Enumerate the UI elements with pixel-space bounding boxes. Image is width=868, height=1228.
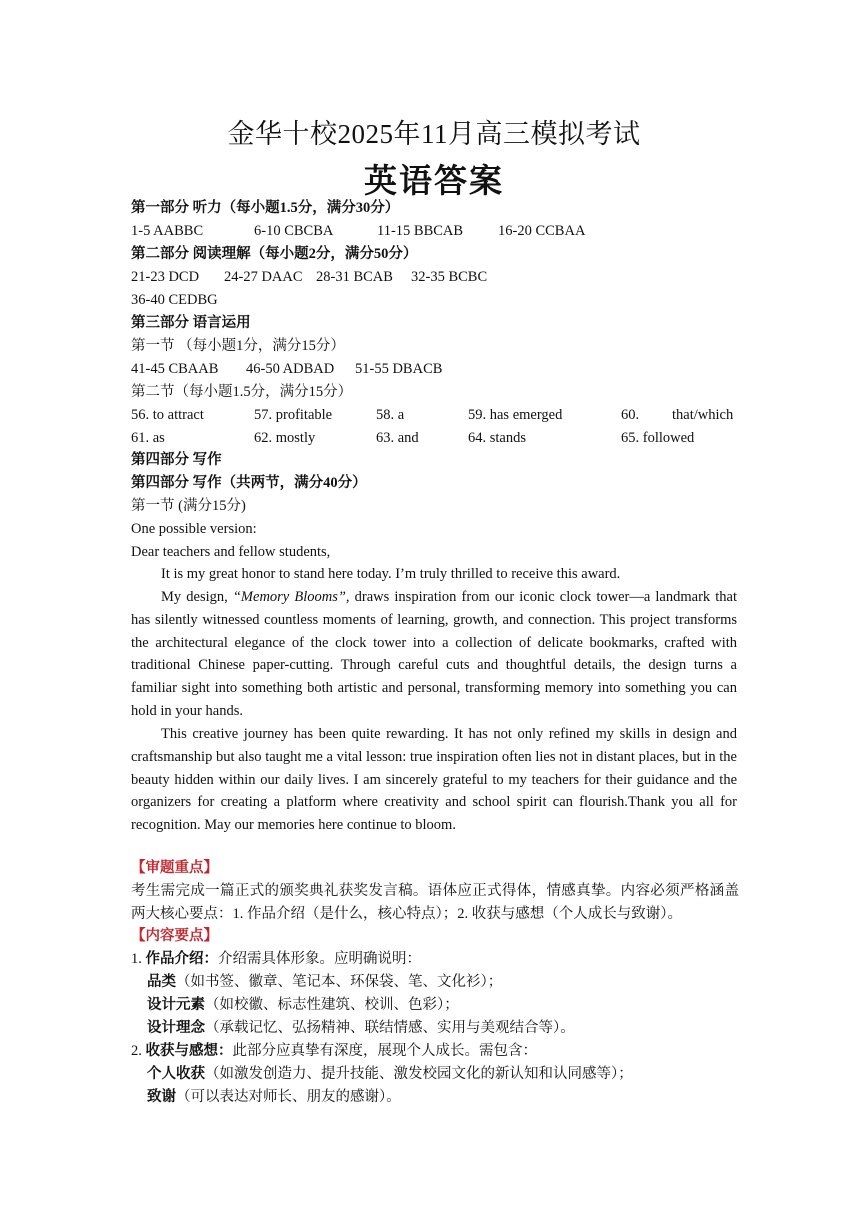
content-item-2 bbox=[131, 1041, 537, 1061]
item1-sub-3 bbox=[147, 1018, 575, 1038]
item2-sub-2 bbox=[147, 1087, 401, 1107]
part2-answer-1: 21-23 DCD bbox=[131, 269, 200, 285]
fill-answer-63: 63. and bbox=[376, 430, 419, 446]
fill-answer-62: 62. mostly bbox=[254, 430, 316, 446]
fill-answer-60-number: 60. bbox=[621, 407, 640, 423]
part3-s1-answer-2: 46-50 ADBAD bbox=[246, 361, 335, 377]
content-item-1 bbox=[131, 949, 421, 969]
part1-heading: 第一部分 听力（每小题1.5分，满分30分） bbox=[131, 200, 400, 216]
part3-section2-heading: 第二节（每小题1.5分，满分15分） bbox=[131, 384, 353, 400]
para2-start: My design, bbox=[161, 589, 233, 605]
fill-answer-58: 58. a bbox=[376, 407, 405, 423]
item1-sub2-text: （如校徽、标志性建筑、校训、色彩）； bbox=[205, 997, 459, 1013]
item1-sub-2 bbox=[147, 995, 459, 1015]
part1-answer-3: 11-15 BBCAB bbox=[377, 223, 464, 239]
item2-sub2-label: 致谢 bbox=[147, 1089, 176, 1105]
item1-sub3-label: 设计理念 bbox=[147, 1020, 205, 1036]
part3-s1-answer-1: 41-45 CBAAB bbox=[131, 361, 219, 377]
item1-sub1-label: 品类 bbox=[147, 974, 176, 990]
answer-title: 英语答案 bbox=[364, 164, 504, 200]
part1-answer-2: 6-10 CBCBA bbox=[254, 223, 334, 239]
part4-heading-full: 第四部分 写作（共两节，满分40分） bbox=[131, 475, 367, 491]
part2-answer-3: 28-31 BCAB bbox=[316, 269, 393, 285]
part2-heading: 第二部分 阅读理解（每小题2分，满分50分） bbox=[131, 246, 418, 262]
item2-text: 此部分应真挚有深度，展现个人成长。需包含： bbox=[232, 1043, 537, 1059]
part1-answer-4: 16-20 CCBAA bbox=[498, 223, 586, 239]
speech-paragraph-1: It is my great honor to stand here today. I’m truly thrilled to receive this award. bbox=[161, 566, 621, 582]
item2-sub1-label: 个人收获 bbox=[147, 1066, 205, 1082]
item2-number: 2. bbox=[131, 1043, 142, 1059]
item1-sub2-label: 设计元素 bbox=[147, 997, 205, 1013]
fill-answer-60: that/which bbox=[672, 407, 734, 423]
fill-answer-56: 56. to attract bbox=[131, 407, 204, 423]
item1-sub1-text: （如书签、徽章、笔记本、环保袋、笔、文化衫）； bbox=[176, 974, 503, 990]
part1-answer-1: 1-5 AABBC bbox=[131, 223, 204, 239]
part2-answer-2: 24-27 DAAC bbox=[224, 269, 303, 285]
speech-paragraph-2 bbox=[131, 586, 737, 723]
item1-sub-1 bbox=[147, 972, 502, 992]
part3-s1-answer-3: 51-55 DBACB bbox=[355, 361, 443, 377]
item1-text: 介绍需具体形象。应明确说明： bbox=[218, 951, 421, 967]
item1-sub3-text: （承载记忆、弘扬精神、联结情感、实用与美观结合等）。 bbox=[205, 1020, 575, 1036]
speech-paragraph-3: This creative journey has been quite rewarding. It has not only refined my skills in design and craftsmanship but also taught me a vital lesson: true inspiration often lies not in distant places, but in the beauty hidden within our daily lives. I am sincerely grateful to my teachers for their guidance and the organizers for creating a platform where creativity and school spirit can flourish.Thank you all for recognition. May our memories here continue to bloom. bbox=[131, 726, 737, 834]
focus-label: 【审题重点】 bbox=[131, 860, 218, 876]
design-title: “Memory Blooms” bbox=[232, 589, 346, 605]
fill-answer-61: 61. as bbox=[131, 430, 165, 446]
version-label: One possible version: bbox=[131, 521, 257, 537]
part2-answer-5: 36-40 CEDBG bbox=[131, 292, 218, 308]
item1-title: 作品介绍： bbox=[145, 951, 218, 967]
focus-text: 考生需完成一篇正式的颁奖典礼获奖发言稿。语体应正式得体，情感真挚。内容必须严格涵盖两大核心要点：1. 作品介绍（是什么，核心特点）；2. 收获与感想（个人成长与致谢）。 bbox=[131, 883, 739, 922]
item2-sub-1 bbox=[147, 1064, 633, 1084]
fill-answer-64: 64. stands bbox=[468, 430, 526, 446]
para2-rest: , draws inspiration from our iconic clock tower—a landmark that has silently witnessed countless moments of learning, growth, and connection. This project transforms the architectural elegance of the clock tower into a collection of delicate bookmarks, crafted with traditional Chinese paper-cutting. Through careful cuts and thoughtful details, the design turns a familiar sight into something both artistic and personal, transforming memory into something you can hold in your hands. bbox=[131, 589, 737, 719]
item1-number: 1. bbox=[131, 951, 142, 967]
part4-heading: 第四部分 写作 bbox=[131, 452, 222, 468]
part3-section1-heading: 第一节 （每小题1分，满分15分） bbox=[131, 338, 345, 354]
item2-sub1-text: （如激发创造力、提升技能、激发校园文化的新认知和认同感等）； bbox=[205, 1066, 633, 1082]
part2-answer-4: 32-35 BCBC bbox=[411, 269, 488, 285]
item2-sub2-text: （可以表达对师长、朋友的感谢）。 bbox=[176, 1089, 401, 1105]
fill-answer-59: 59. has emerged bbox=[468, 407, 563, 423]
part4-section1-heading: 第一节 (满分15分) bbox=[131, 498, 246, 514]
content-label: 【内容要点】 bbox=[131, 928, 218, 944]
part3-heading: 第三部分 语言运用 bbox=[131, 315, 251, 331]
exam-title: 金华十校2025年11月高三模拟考试 bbox=[227, 119, 641, 149]
speech-greeting: Dear teachers and fellow students, bbox=[131, 544, 331, 560]
fill-answer-57: 57. profitable bbox=[254, 407, 333, 423]
fill-answer-65: 65. followed bbox=[621, 430, 695, 446]
item2-title: 收获与感想： bbox=[145, 1043, 233, 1059]
